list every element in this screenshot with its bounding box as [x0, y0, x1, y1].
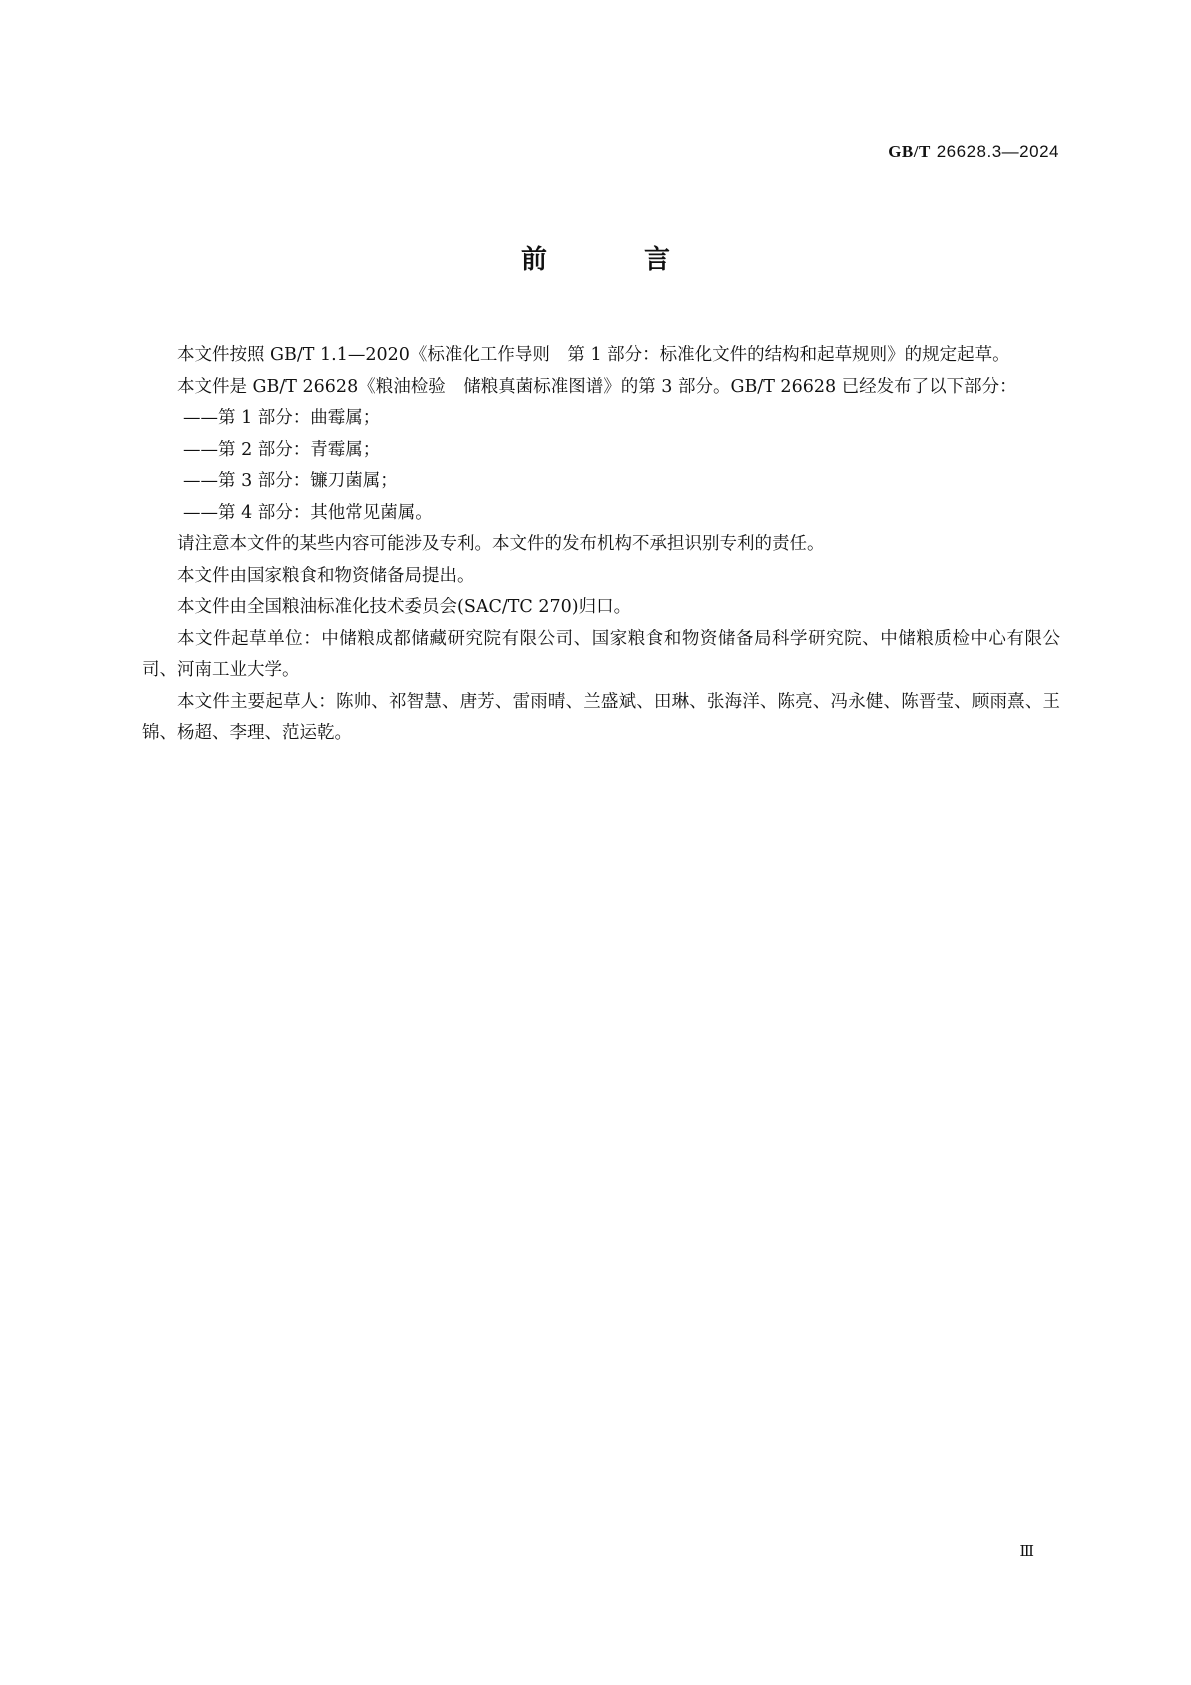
- standard-code: [888, 142, 1059, 162]
- list-item-part-4: ——第 4 部分：其他常见菌属。: [183, 502, 433, 523]
- standard-code-number: 26628.3—2024: [936, 142, 1059, 161]
- paragraph-proposer: 本文件由国家粮食和物资储备局提出。: [177, 565, 475, 586]
- paragraph-drafting-rules: 本文件按照 GB/T 1.1—2020《标准化工作导则 第 1 部分：标准化文件的结构和起草规则》的规定起草。: [177, 345, 1010, 365]
- page-title: 前 言: [520, 245, 715, 275]
- paragraph-administrator: 本文件由全国粮油标准化技术委员会(SAC/TC 270)归口。: [177, 597, 632, 617]
- page-number: Ⅲ: [1019, 1544, 1034, 1560]
- standard-code-prefix: GB/T: [888, 142, 931, 161]
- paragraph-series-parts: 本文件是 GB/T 26628《粮油检验 储粮真菌标准图谱》的第 3 部分。GB/T 26628 已经发布了以下部分：: [177, 376, 1017, 397]
- paragraph-patent-notice: 请注意本文件的某些内容可能涉及专利。本文件的发布机构不承担识别专利的责任。: [177, 534, 825, 554]
- paragraph-drafting-units: 本文件起草单位：中储粮成都储藏研究院有限公司、国家粮食和物资储备局科学研究院、中储粮质检中心有限公司、河南工业大学。: [142, 628, 1060, 680]
- list-item-part-2: ——第 2 部分：青霉属；: [183, 439, 381, 460]
- foreword-body: [142, 340, 1060, 750]
- list-item-part-1: ——第 1 部分：曲霉属；: [183, 408, 381, 428]
- list-item-part-3: ——第 3 部分：镰刀菌属；: [183, 471, 398, 491]
- paragraph-drafters: 本文件主要起草人：陈帅、祁智慧、唐芳、雷雨晴、兰盛斌、田琳、张海洋、陈亮、冯永健、陈晋莹、顾雨熹、王锦、杨超、李理、范运乾。: [142, 691, 1060, 743]
